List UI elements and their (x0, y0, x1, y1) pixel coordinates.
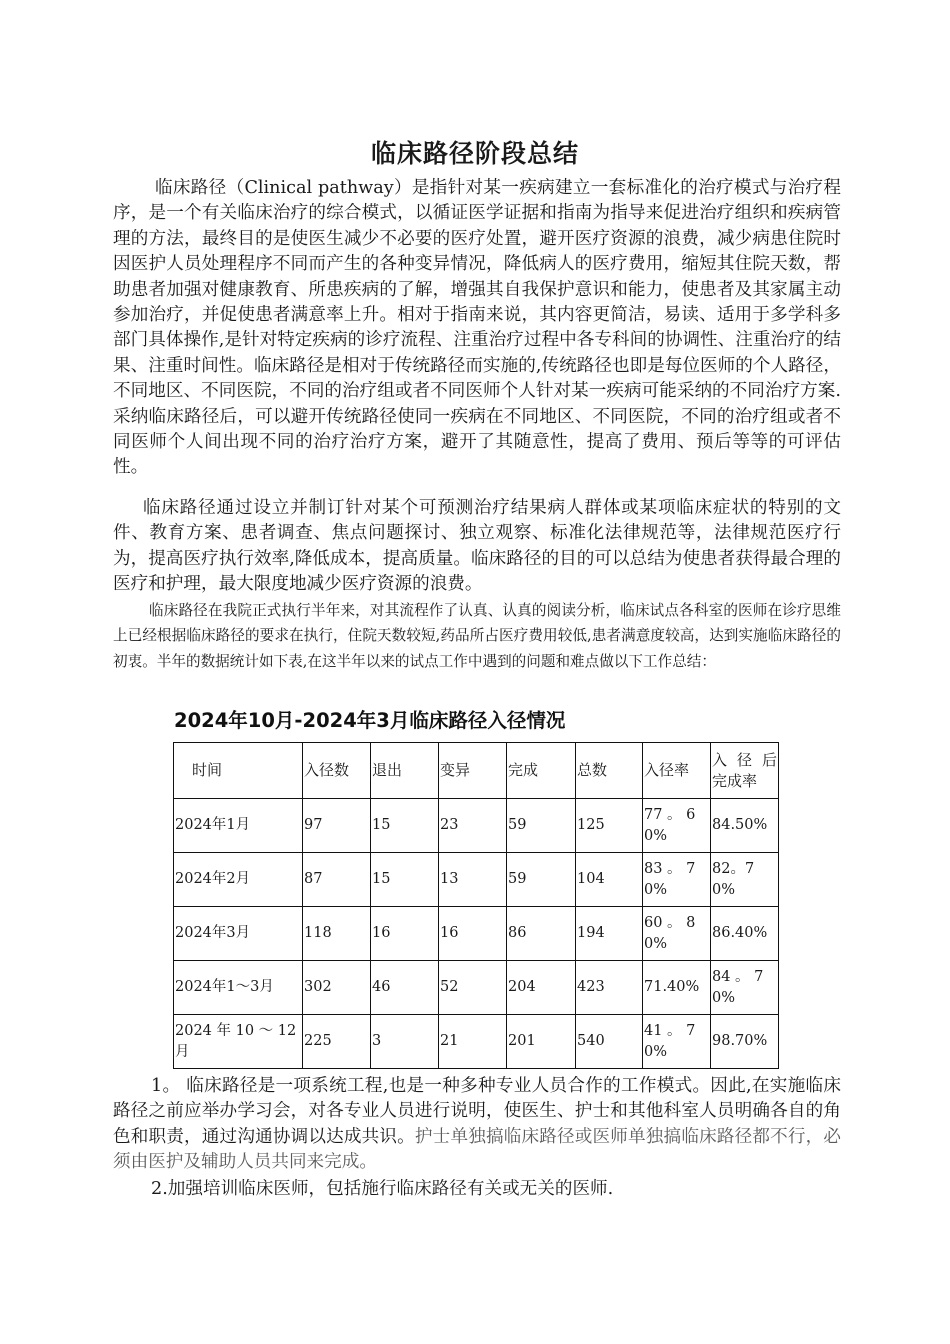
table-cell: 15 (371, 853, 439, 907)
table-cell: 41 。 70% (643, 1015, 711, 1069)
table-row (174, 853, 779, 907)
table-cell: 23 (439, 799, 507, 853)
table-cell: 423 (576, 961, 643, 1015)
header-cell-total: 总数 (576, 743, 643, 799)
table-cell: 16 (371, 907, 439, 961)
table-cell: 71.40% (643, 961, 711, 1015)
paragraph-point-1 (113, 1074, 841, 1176)
table-header-row (174, 743, 779, 799)
header-cell-entered: 入径数 (303, 743, 371, 799)
table-cell: 540 (576, 1015, 643, 1069)
header-cell-entry-rate: 入径率 (643, 743, 711, 799)
pathway-statistics-table (173, 742, 779, 1069)
table-cell: 86 (507, 907, 576, 961)
header-cell-exited: 退出 (371, 743, 439, 799)
header-cell-completion-rate: 入 径 后完成率 (711, 743, 779, 799)
header-cell-completed: 完成 (507, 743, 576, 799)
table-cell: 125 (576, 799, 643, 853)
table-title: 2024年10月-2024年3月临床路径入径情况 (174, 709, 566, 732)
paragraph-purpose: 临床路径通过设立并制订针对某个可预测治疗结果病人群体或某项临床症状的特别的文件、教育方案、患者调查、焦点问题探讨、独立观察、标准化法律规范等，法律规范医疗行为，提高医疗执行效率,降低成本，提高质量。临床路径的目的可以总结为使患者获得最合理的医疗和护理，最大限度地减少医疗资源的浪费。 (113, 498, 841, 595)
paragraph-definition: 临床路径（Clinical pathway）是指针对某一疾病建立一套标准化的治疗模式与治疗程序，是一个有关临床治疗的综合模式，以循证医学证据和指南为指导来促进治疗组织和疾病管理的方法，最终目的是使医生减少不必要的医疗处置，避开医疗资源的浪费，减少病患住院时因医护人员处理程序不同而产生的各种变异情况，降低病人的医疗费用，缩短其住院天数，帮助患者加强对健康教育、所患疾病的了解，增强其自我保护意识和能力，使患者及其家属主动参加治疗，并促使患者满意率上升。相对于指南来说，其内容更简洁，易读、适用于多学科多部门具体操作,是针对特定疾病的诊疗流程、注重治疗过程中各专科间的协调性、注重治疗的结果、注重时间性。临床路径是相对于传统路径而实施的,传统路径也即是每位医师的个人路径，不同地区、不同医院，不同的治疗组或者不同医师个人针对某一疾病可能采纳的不同治疗方案.采纳临床路径后，可以避开传统路径使同一疾病在不同地区、不同医院，不同的治疗组或者不同医师个人间出现不同的治疗治疗方案，避开了其随意性，提高了费用、预后等等的可评估性。 (113, 178, 841, 478)
table-cell: 46 (371, 961, 439, 1015)
table-cell: 15 (371, 799, 439, 853)
table-cell: 2024年1～3月 (174, 961, 303, 1015)
table-cell: 194 (576, 907, 643, 961)
table-row (174, 799, 779, 853)
table-row (174, 961, 779, 1015)
table-cell: 13 (439, 853, 507, 907)
table-cell: 3 (371, 1015, 439, 1069)
table-cell: 87 (303, 853, 371, 907)
table-cell: 77 。 60% (643, 799, 711, 853)
table-cell: 82。70% (711, 853, 779, 907)
table-cell: 118 (303, 907, 371, 961)
point-1-note: 护士单独搞临床路径或医师单独搞临床路径都不行，必须由医护及辅助人员共同来完成。 (113, 1126, 841, 1173)
point-1-text: 1。 临床路径是一项系统工程,也是一种多种专业人员合作的工作模式。因此,在实施临床路径之前应举办学习会，对各专业人员进行说明，使医生、护士和其他科室人员明确各自的角色和职责，通过沟通协调以达成共识。 (113, 1076, 841, 1147)
document-title: 临床路径阶段总结 (370, 139, 579, 168)
table-cell: 2024 年 10 ～ 12月 (174, 1015, 303, 1069)
table-cell: 21 (439, 1015, 507, 1069)
table-cell: 2024年3月 (174, 907, 303, 961)
table-cell: 83 。 70% (643, 853, 711, 907)
table-cell: 86.40% (711, 907, 779, 961)
header-cell-variation: 变异 (439, 743, 507, 799)
table-cell: 16 (439, 907, 507, 961)
table-cell: 98.70% (711, 1015, 779, 1069)
paragraph-implementation: 临床路径在我院正式执行半年来，对其流程作了认真、认真的阅读分析，临床试点各科室的医师在诊疗思维上已经根据临床路径的要求在执行，住院天数较短,药品所占医疗费用较低,患者满意度较高，达到实施临床路径的初衷。半年的数据统计如下表,在这半年以来的试点工作中遇到的问题和难点做以下工作总结： (113, 602, 841, 670)
table-cell: 204 (507, 961, 576, 1015)
table-cell: 97 (303, 799, 371, 853)
table-cell: 302 (303, 961, 371, 1015)
table-row (174, 907, 779, 961)
table-cell: 2024年2月 (174, 853, 303, 907)
table-cell: 84 。 70% (711, 961, 779, 1015)
table-cell: 59 (507, 853, 576, 907)
table-cell: 84.50% (711, 799, 779, 853)
table-cell: 104 (576, 853, 643, 907)
table-cell: 225 (303, 1015, 371, 1069)
table-cell: 59 (507, 799, 576, 853)
table-cell: 60 。 80% (643, 907, 711, 961)
paragraph-point-2: 2.加强培训临床医师，包括施行临床路径有关或无关的医师. (151, 1179, 614, 1199)
table-cell: 2024年1月 (174, 799, 303, 853)
table-row (174, 1015, 779, 1069)
table-cell: 201 (507, 1015, 576, 1069)
header-cell-time: 时间 (174, 743, 303, 799)
table-cell: 52 (439, 961, 507, 1015)
